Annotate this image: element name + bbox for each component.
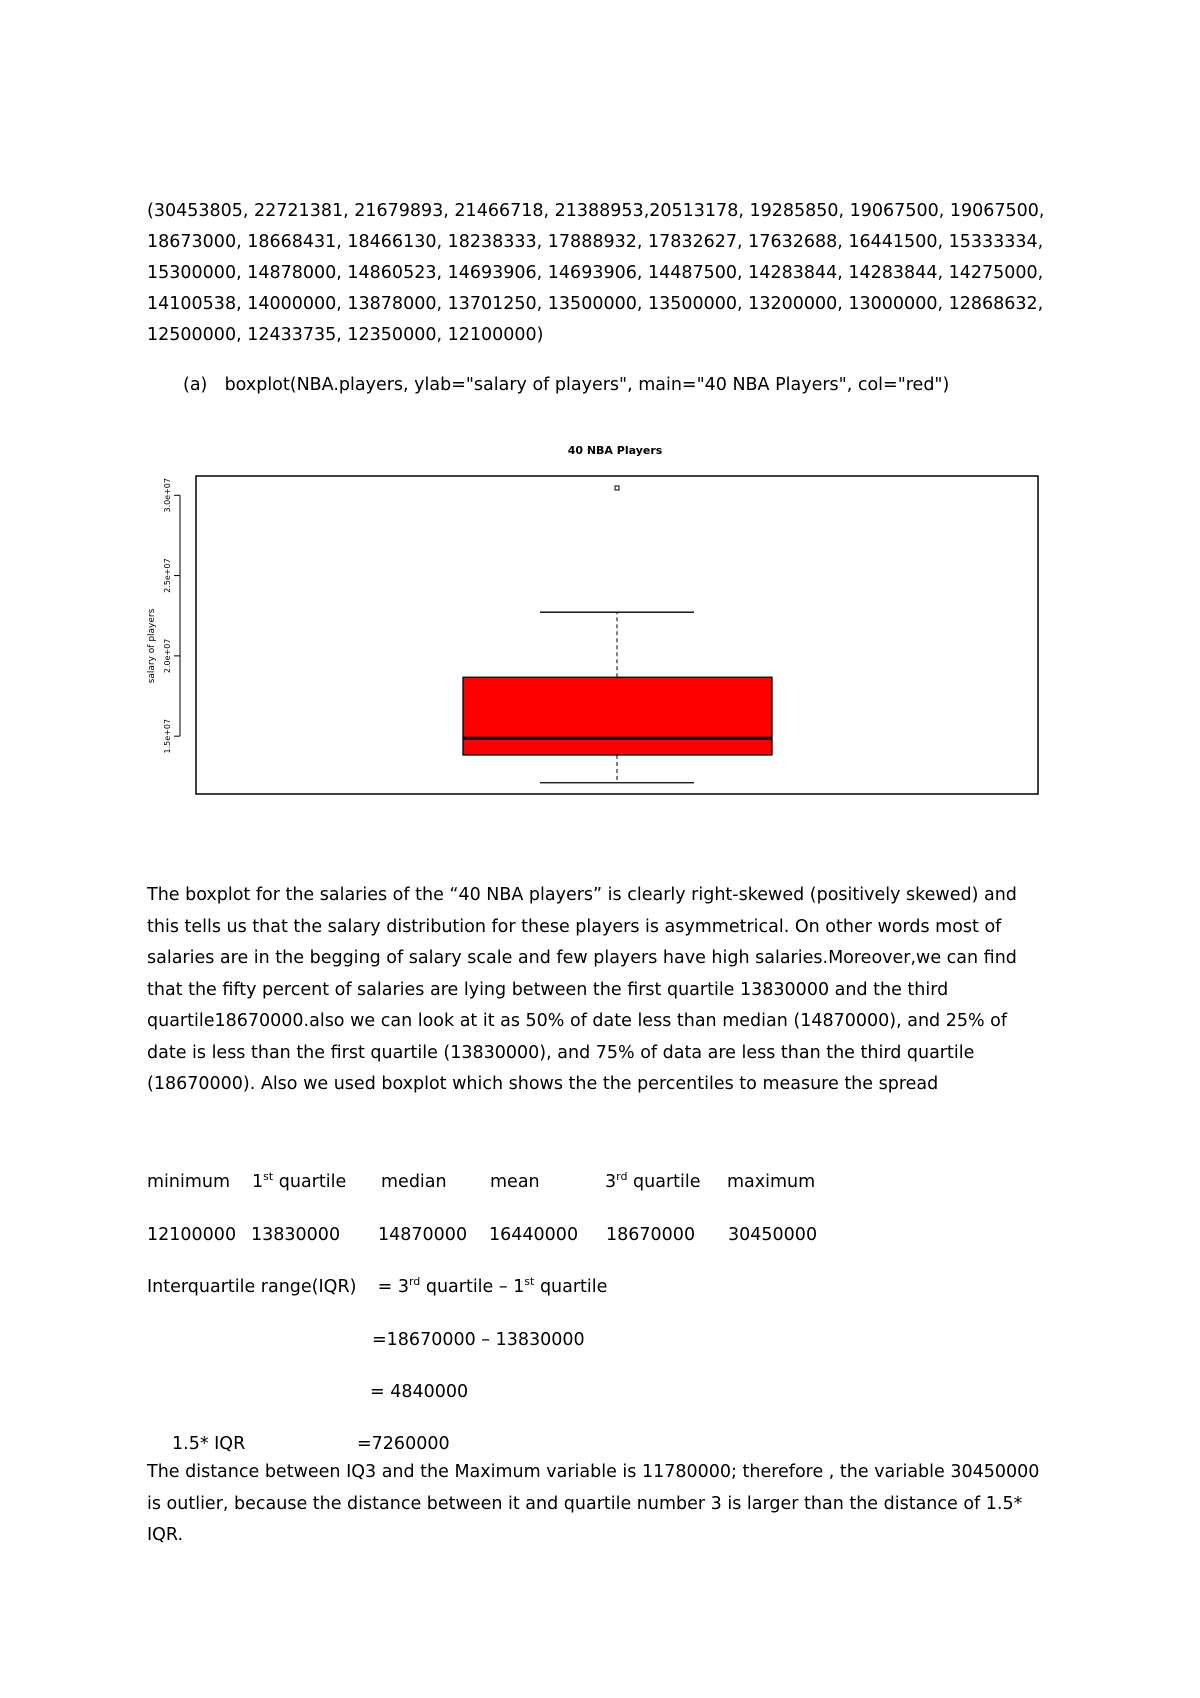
value-minimum: 12100000: [147, 1225, 237, 1245]
paragraph-line: quartile18670000.also we can look at it as 50% of date less than median (14870000), and 25% of: [147, 1011, 1008, 1031]
data-line: 18673000, 18668431, 18466130, 18238333, 17888932, 17832627, 17632688, 16441500, 15333334,: [147, 232, 1044, 252]
iqr-factor-label: 1.5* IQR: [172, 1434, 246, 1454]
paragraph-line: date is less than the first quartile (13830000), and 75% of data are less than the third quartile: [147, 1042, 975, 1063]
iqr-substitution: =18670000 – 13830000: [372, 1330, 585, 1350]
data-line: 14100538, 14000000, 13878000, 13701250, 13500000, 13500000, 13200000, 13000000, 12868632,: [147, 294, 1044, 314]
y-tick-label: 2.0e+07: [163, 638, 172, 674]
paragraph-line: that the fifty percent of salaries are lying between the first quartile 13830000 and the third: [147, 979, 949, 1000]
y-tick-label: 3.0e+07: [163, 478, 172, 513]
analysis-paragraph: [147, 880, 1087, 1101]
value-mean: 16440000: [489, 1225, 579, 1245]
data-line: (30453805, 22721381, 21679893, 21466718, 21388953,20513178, 19285850, 19067500, 19067500,: [147, 201, 1045, 221]
conclusion-line: The distance between IQ3 and the Maximum variable is 11780000; therefore , the variable 30450000: [147, 1462, 1040, 1482]
value-median: 14870000: [378, 1225, 468, 1245]
y-axis: [163, 478, 180, 753]
salary-data-list: [147, 196, 1087, 351]
y-tick-label: 2.5e+07: [163, 558, 172, 593]
header-first-quartile: 1st quartile: [252, 1170, 347, 1192]
iqr-label: Interquartile range(IQR): [147, 1277, 357, 1297]
header-mean: mean: [490, 1172, 540, 1192]
paragraph-line: this tells us that the salary distribution for these players is asymmetrical. On other words most of: [147, 916, 1002, 937]
value-maximum: 30450000: [728, 1225, 818, 1245]
value-first-quartile: 13830000: [251, 1225, 341, 1245]
header-maximum: maximum: [727, 1172, 816, 1192]
value-third-quartile: 18670000: [606, 1225, 696, 1245]
r-code-line: [183, 375, 949, 395]
outlier-conclusion: [147, 1457, 1107, 1552]
header-minimum: minimum: [147, 1172, 231, 1192]
iqr-factor-value: =7260000: [357, 1434, 450, 1454]
r-code-text: boxplot(NBA.players, ylab="salary of players", main="40 NBA Players", col="red"): [224, 375, 950, 395]
data-line: 12500000, 12433735, 12350000, 12100000): [147, 325, 544, 345]
boxplot-chart: [140, 440, 1050, 800]
item-label: (a): [183, 375, 208, 395]
paragraph-line: salaries are in the begging of salary scale and few players have high salaries.Moreover,we can find: [147, 948, 1017, 968]
data-line: 15300000, 14878000, 14860523, 14693906, 14693906, 14487500, 14283844, 14283844, 14275000,: [147, 263, 1044, 283]
boxplot-svg: [140, 440, 1050, 800]
conclusion-line: is outlier, because the distance between it and quartile number 3 is larger than the distance of 1.5*: [147, 1493, 1023, 1514]
header-third-quartile: 3rd quartile: [605, 1170, 701, 1192]
iqr-definition: [147, 1277, 607, 1297]
y-tick-label: 1.5e+07: [163, 718, 172, 754]
paragraph-line: (18670000). Also we used boxplot which shows the the percentiles to measure the spread: [147, 1074, 939, 1094]
paragraph-line: The boxplot for the salaries of the “40 NBA players” is clearly right-skewed (positively skewed) and: [147, 885, 1017, 905]
iqr-box: [463, 677, 772, 755]
chart-title: 40 NBA Players: [567, 444, 663, 457]
iqr-formula: = 3rd quartile – 1st quartile: [377, 1275, 608, 1297]
y-axis-label: salary of players: [147, 608, 157, 684]
outlier-point: [615, 486, 619, 490]
box-group: [463, 486, 772, 783]
conclusion-line: IQR.: [147, 1525, 184, 1545]
iqr-result: = 4840000: [370, 1382, 469, 1402]
header-median: median: [381, 1172, 447, 1192]
